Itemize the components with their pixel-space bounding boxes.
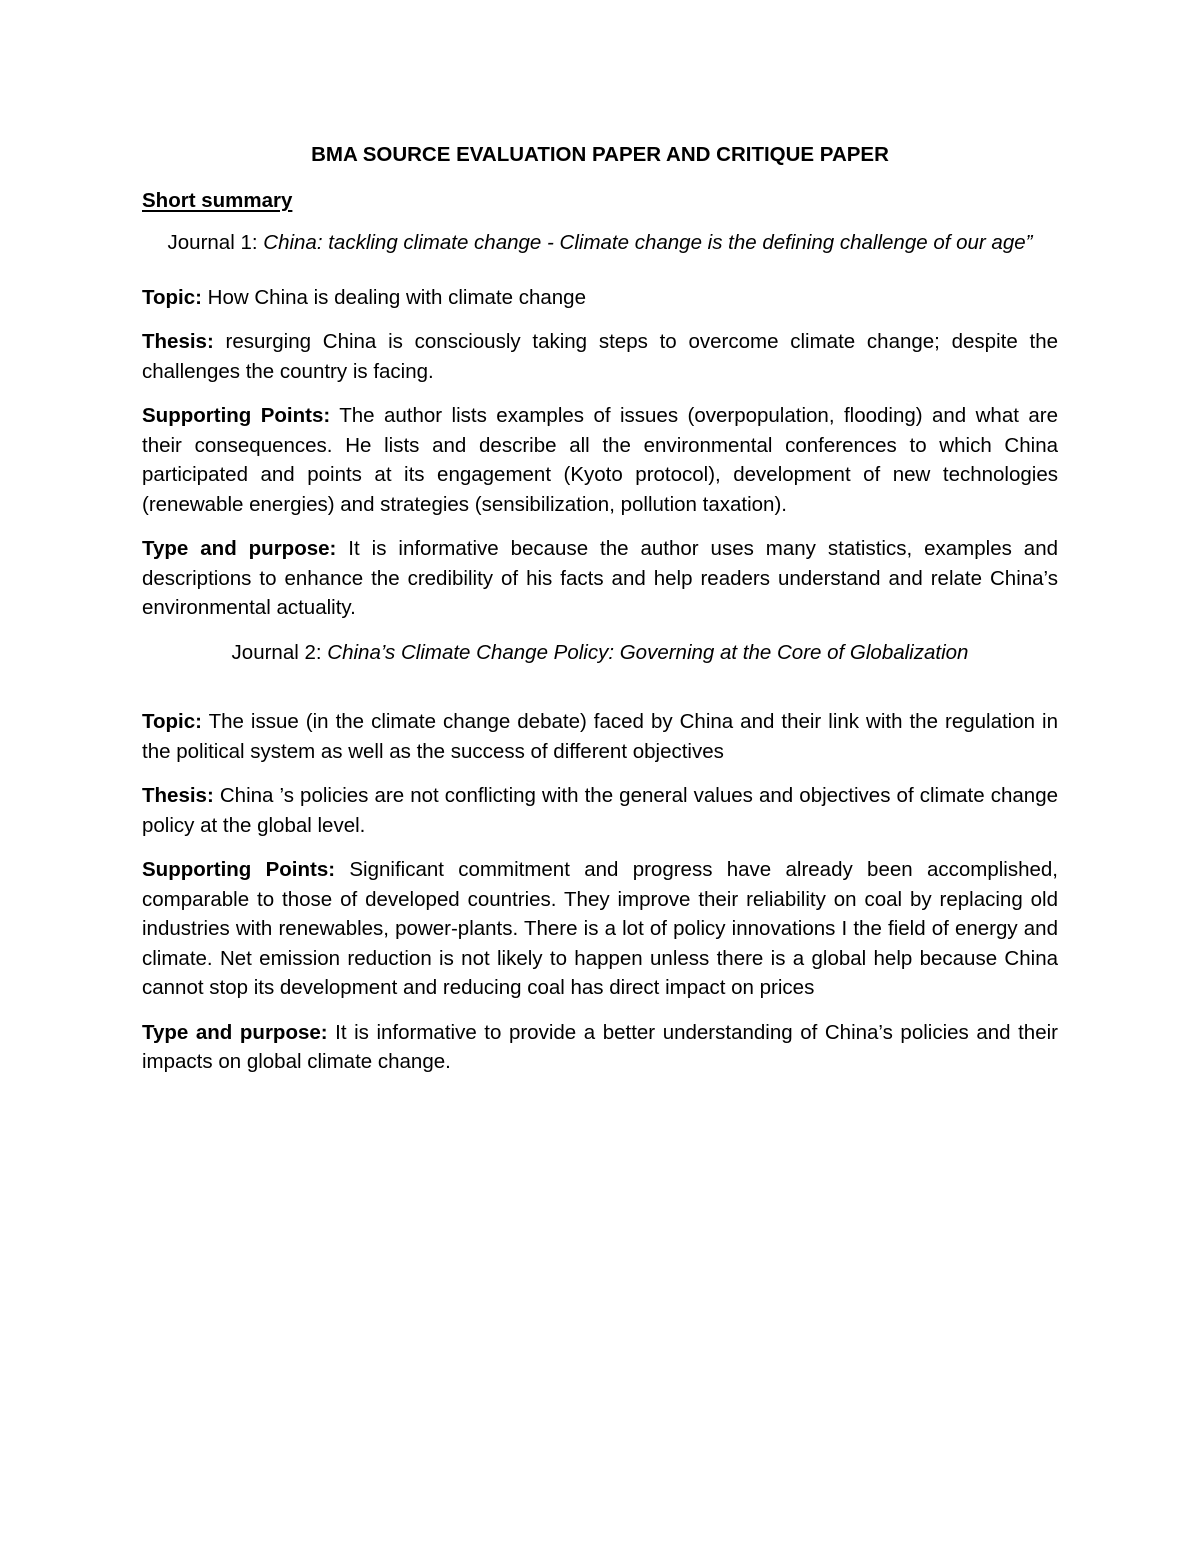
- document-title: BMA SOURCE EVALUATION PAPER AND CRITIQUE PAPER: [311, 143, 889, 166]
- journal-2-topic: [142, 707, 1058, 766]
- thesis-text: resurging China is consciously taking steps to overcome climate change; despite the challenges the country is facing.: [142, 330, 1058, 383]
- journal-1-title: [142, 214, 1058, 271]
- document-page: [142, 140, 1058, 1092]
- section-heading-short-summary: Short summary: [142, 189, 293, 212]
- journal-1-label: Journal 1:: [167, 230, 264, 254]
- journal-1-type-and-purpose: [142, 534, 1058, 623]
- type-and-purpose-label: Type and purpose:: [142, 537, 337, 560]
- journal-2-label: Journal 2:: [231, 640, 328, 664]
- thesis-label: Thesis:: [142, 784, 214, 807]
- type-and-purpose-label: Type and purpose:: [142, 1020, 328, 1044]
- journal-2-supporting-points: [142, 855, 1058, 1003]
- supporting-points-label: Supporting Points:: [142, 404, 331, 427]
- journal-1-thesis: [142, 327, 1058, 386]
- journal-2-title-text: China’s Climate Change Policy: Governing at the Core of Globalization: [327, 640, 969, 664]
- topic-label: Topic:: [142, 710, 202, 733]
- journal-1-supporting-points: [142, 401, 1058, 519]
- topic-text: The issue (in the climate change debate) faced by China and their link with the regulation in the political system as well as the success of different objectives: [142, 710, 1058, 763]
- journal-2-thesis: [142, 781, 1058, 840]
- journal-2-type-and-purpose: [142, 1018, 1058, 1077]
- topic-label: Topic:: [142, 285, 202, 309]
- type-and-purpose-text: It is informative because the author uses many statistics, examples and descriptions to enhance the credibility of his facts and help readers understand and relate China’s environmental actuality.: [142, 537, 1058, 619]
- thesis-text: China ’s policies are not conflicting with the general values and objectives of climate change policy at the global level.: [142, 784, 1058, 837]
- journal-1-title-text: China: tackling climate change - Climate change is the defining challenge of our age”: [263, 230, 1033, 254]
- journal-1-topic: [142, 283, 1058, 313]
- supporting-points-text: Significant commitment and progress have already been accomplished, comparable to those of developed countries. They improve their reliability on coal by replacing old industries with renewables, power-plants. There is a lot of policy innovations I the field of energy and climate. Net emission reduction is not likely to happen unless there is a global help because China cannot stop its development and reducing coal has direct impact on prices: [142, 858, 1058, 999]
- thesis-label: Thesis:: [142, 330, 214, 353]
- type-and-purpose-text: It is informative to provide a better understanding of China’s policies and their impacts on global climate change.: [142, 1020, 1058, 1073]
- topic-text: How China is dealing with climate change: [201, 285, 586, 309]
- supporting-points-text: The author lists examples of issues (overpopulation, flooding) and what are their consequences. He lists and describe all the environmental conferences to which China participated and points at its engagement (Kyoto protocol), development of new technologies (renewable energies) and strategies (sensibilization, pollution taxation).: [142, 404, 1058, 516]
- supporting-points-label: Supporting Points:: [142, 858, 336, 881]
- journal-2-title: [142, 638, 1058, 668]
